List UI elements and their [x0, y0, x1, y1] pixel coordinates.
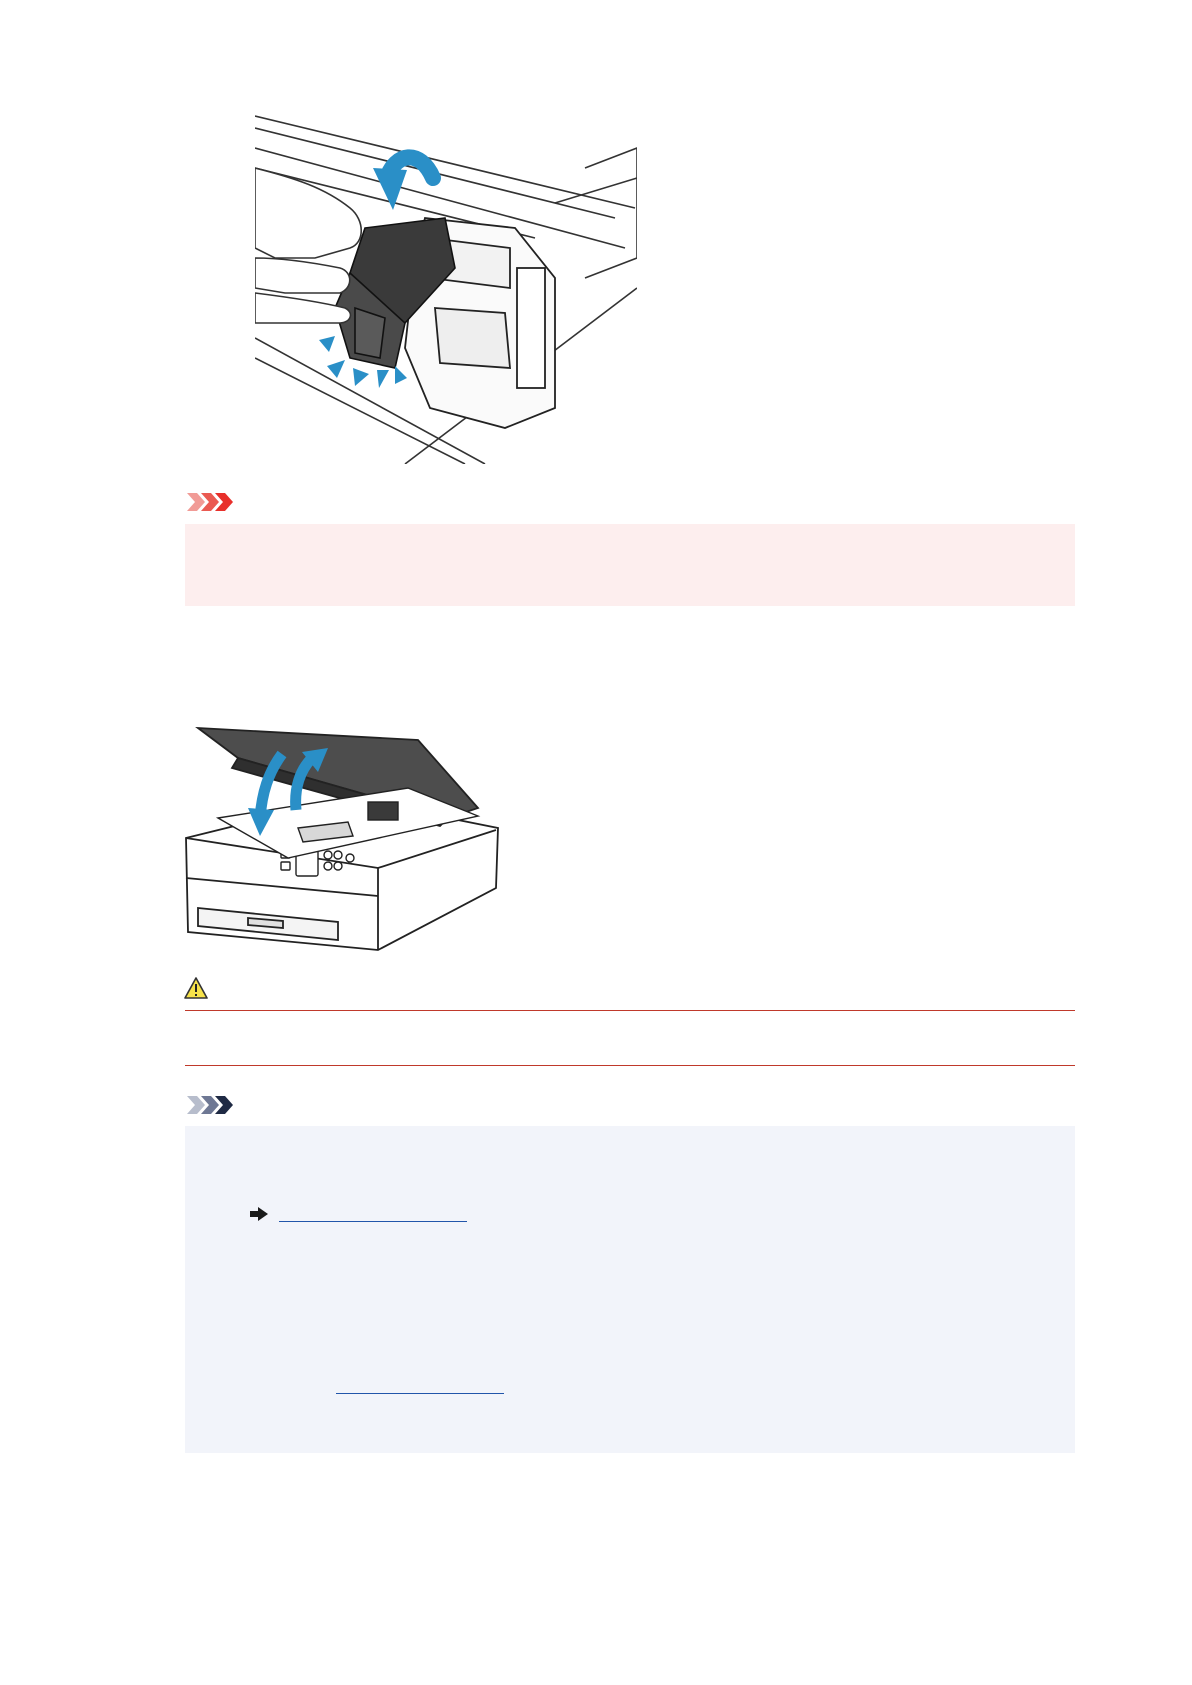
note-chevrons-icon — [187, 1096, 235, 1114]
related-link[interactable] — [336, 1376, 504, 1394]
right-arrow-icon — [250, 1207, 268, 1221]
cartridge-install-illustration — [255, 108, 637, 464]
scanner-close-illustration — [178, 718, 503, 952]
note-box — [185, 1126, 1075, 1453]
important-chevrons-icon — [187, 493, 235, 511]
caution-triangle-icon — [184, 977, 208, 999]
caution-rule-top — [185, 1010, 1075, 1011]
related-link[interactable] — [279, 1204, 467, 1222]
caution-rule-bottom — [185, 1065, 1075, 1066]
important-box — [185, 524, 1075, 606]
